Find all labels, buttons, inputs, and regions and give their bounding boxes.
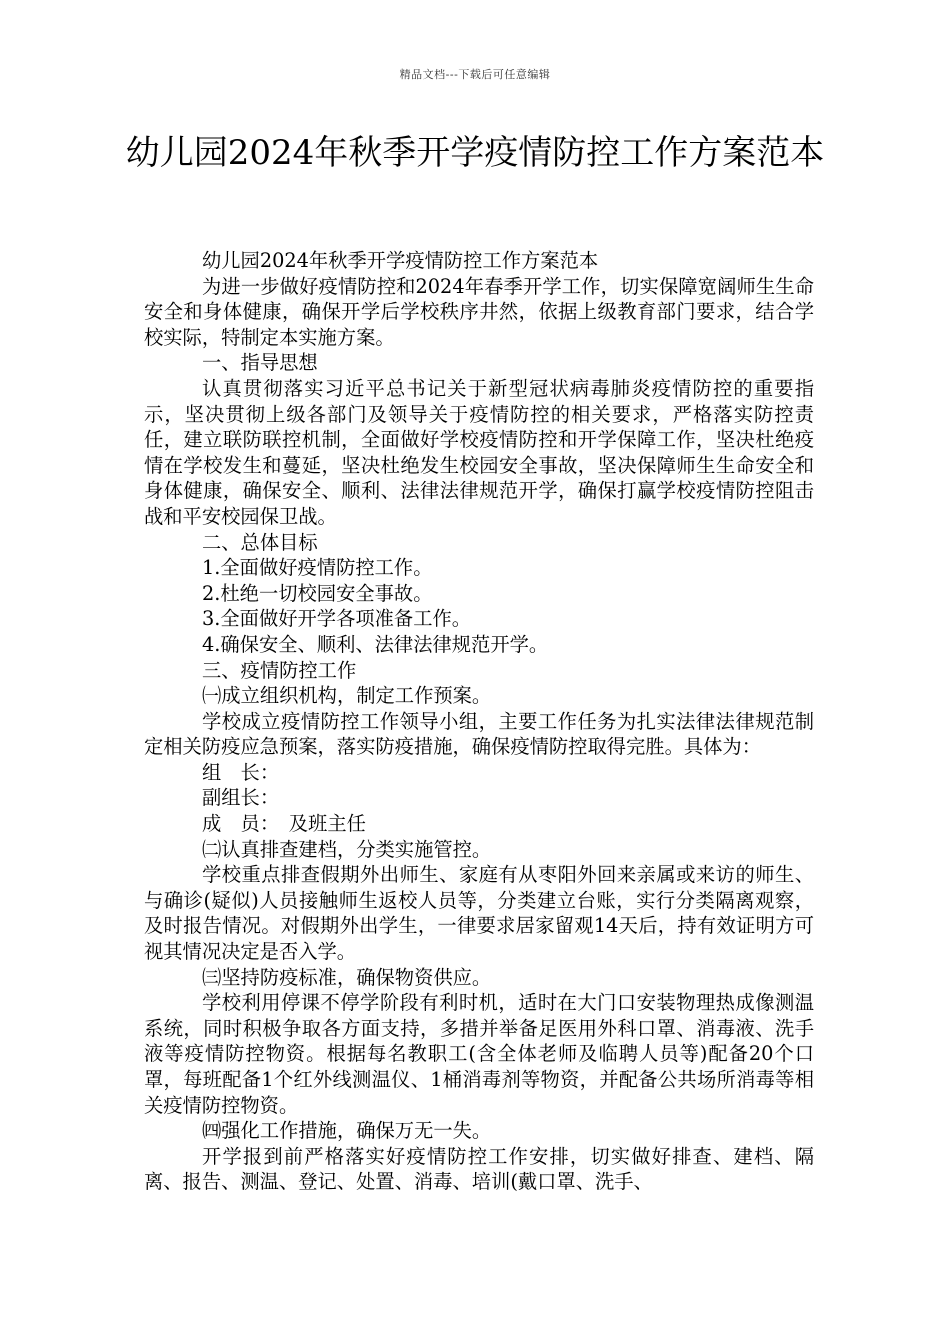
subsection-heading-2: ㈡认真排查建档，分类实施管控。 [202,837,492,861]
paragraph-subtitle: 幼儿园2024年秋季开学疫情防控工作方案范本 [202,249,599,272]
members-line: 成 员： 及班主任 [202,812,366,836]
paragraph-screening: 学校重点排查假期外出师生、家庭有从枣阳外回来亲属或来访的师生、与确诊(疑似)人员接触师生返校人员等，分类建立台账，实行分类隔离观察，及时报告情况。对假期外出学生，一律要求居家留观14天后，持有效证明方可视其情况决定是否入学。 [144,863,814,964]
subsection-heading-4: ㈣强化工作措施，确保万无一失。 [202,1119,492,1143]
subsection-heading-1: ㈠成立组织机构，制定工作预案。 [202,684,492,708]
section-heading-goals: 二、总体目标 [202,530,318,554]
paragraph-measures: 开学报到前严格落实好疫情防控工作安排，切实做好排查、建档、隔离、报告、测温、登记、处置、消毒、培训(戴口罩、洗手、 [144,1144,814,1194]
leader-line: 组 长： [202,760,280,784]
document-title: 幼儿园2024年秋季开学疫情防控工作方案范本 [125,133,825,173]
goal-item-1: 1.全面做好疫情防控工作。 [202,556,433,580]
section-heading-prevention: 三、疫情防控工作 [202,658,357,682]
paragraph-guiding: 认真贯彻落实习近平总书记关于新型冠状病毒肺炎疫情防控的重要指示，坚决贯彻上级各部门及领导关于疫情防控的相关要求，严格落实防控责任，建立联防联控机制，全面做好学校疫情防控和开学保障工作，坚决杜绝疫情在学校发生和蔓延，坚决杜绝发生校园安全事故，坚决保障师生生命安全和身体健康，确保安全、顺利、法律法律规范开学，确保打赢学校疫情防控阻击战和平安校园保卫战。 [144,376,814,528]
paragraph-supplies: 学校利用停课不停学阶段有利时机，适时在大门口安装物理热成像测温系统，同时积极争取各方面支持，多措并举备足医用外科口罩、消毒液、洗手液等疫情防控物资。根据每名教职工(含全体老师及临聘人员等)配备20个口罩，每班配备1个红外线测温仪、1桶消毒剂等物资，并配备公共场所消毒等相关疫情防控物资。 [144,991,814,1117]
document-body [144,248,814,1195]
deputy-leader-line: 副组长： [202,786,280,810]
subsection-heading-3: ㈢坚持防疫标准，确保物资供应。 [202,965,492,989]
header-note: 精品文档---下载后可任意编辑 [399,68,551,81]
goal-item-3: 3.全面做好开学各项准备工作。 [202,607,472,631]
goal-item-2: 2.杜绝一切校园安全事故。 [202,581,433,605]
section-heading-guiding: 一、指导思想 [202,351,318,375]
paragraph-organization: 学校成立疫情防控工作领导小组，主要工作任务为扎实法律法律规范制定相关防疫应急预案，落实防疫措施，确保疫情防控取得完胜。具体为： [144,709,814,759]
goal-item-4: 4.确保安全、顺利、法律法律规范开学。 [202,632,549,656]
paragraph-intro: 为进一步做好疫情防控和2024年春季开学工作，切实保障宽阔师生生命安全和身体健康，确保开学后学校秩序井然，依据上级教育部门要求，结合学校实际，特制定本实施方案。 [144,274,814,349]
